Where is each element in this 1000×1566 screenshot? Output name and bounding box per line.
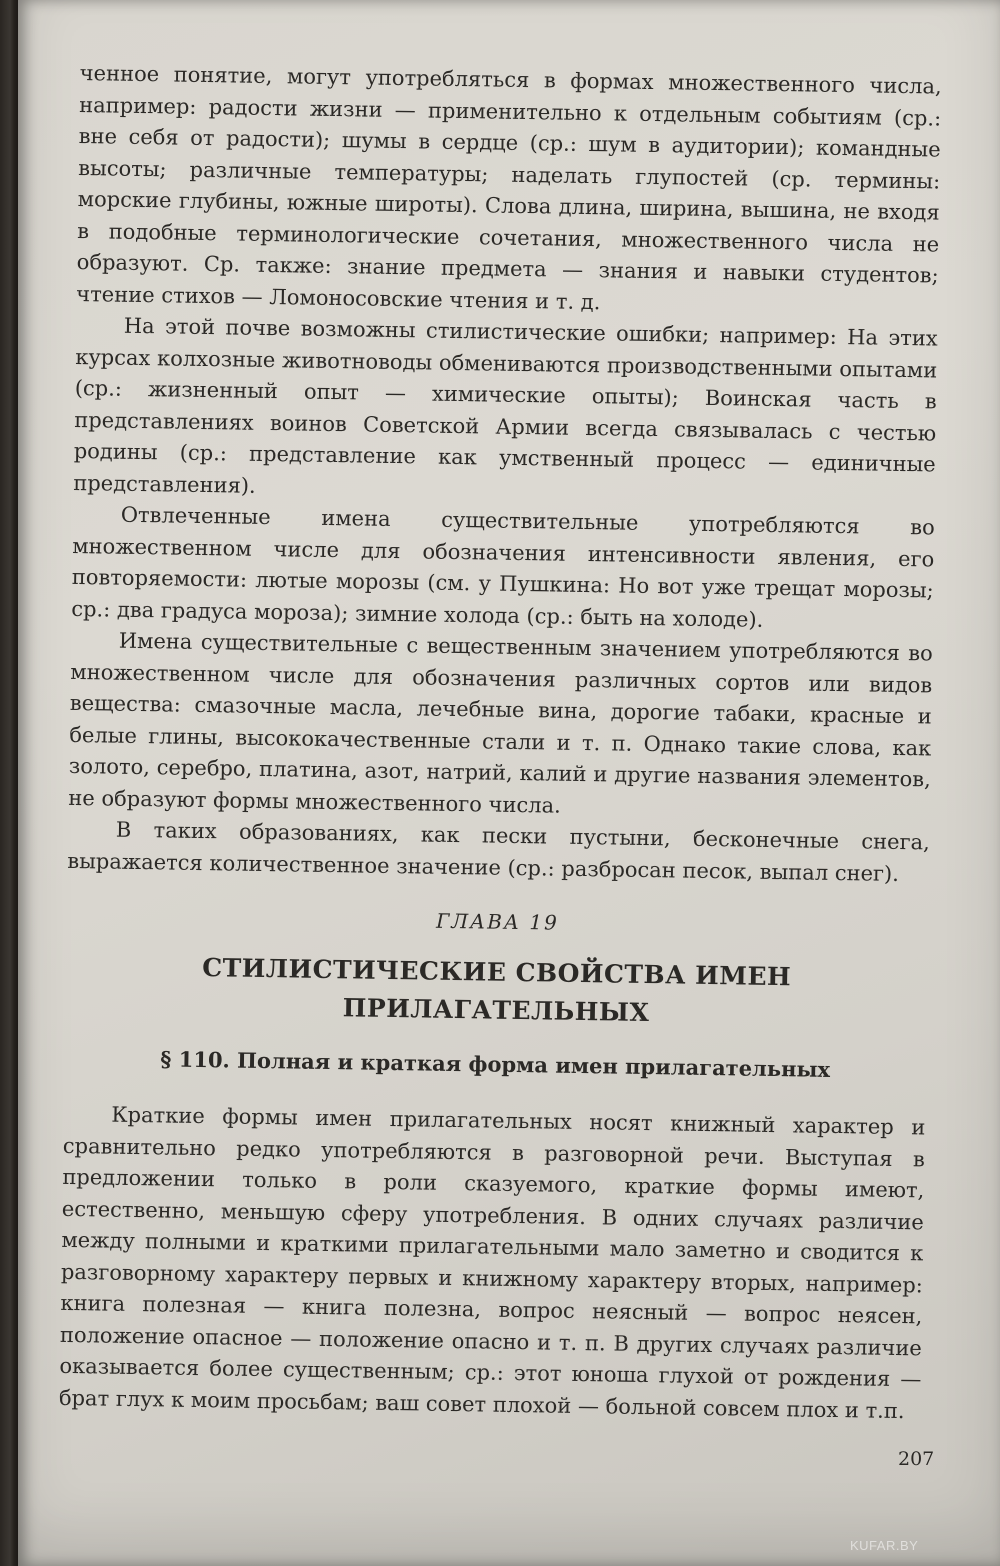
watermark: KUFAR.BY — [850, 1538, 919, 1553]
page-text — [59, 58, 942, 1427]
paragraph-continued: ченное понятие, могут употребляться в формах множественного числа, например: радости жизни — применительно к отдельным событиям (ср.: вне себя от радости); шумы в сердце (ср.: шум в аудитории); командные высоты; различные температуры; наделать глупостей (ср. термины: морские глубины, южные широты). Слова длина, ширина, вышина, не входя в подобные терминологические сочетания, множественного числа не образуют. Ср. также: знание предмета — знания и навыки студентов; чтение стихов — Ломоносовские чтения и т. д. — [76, 60, 942, 314]
paragraph-errors: На этой почве возможны стилистические ошибки; например: На этих курсах колхозные животноводы обмениваются производственными опытами (ср.: жизненный опыт — химические опыты); Воинская часть в представлениях воинов Советской Армии всегда связывалась с честью родины (ср.: представление как умственный процесс — единичные представления). — [73, 313, 938, 498]
page-number: 207 — [898, 1448, 935, 1470]
paragraph-quantity: В таких образованиях, как пески пустыни, бесконечные снега, выражается количественное значение (ср.: разбросан песок, выпал снег). — [67, 817, 930, 886]
book-page — [18, 0, 1000, 1566]
section-title: § 110. Полная и краткая форма имен прилагательных — [160, 1046, 831, 1082]
section-paragraph: Краткие формы имен прилагательных носят книжный характер и сравнительно редко употребляются в разговорной речи. Выступая в предложении только в роли сказуемого, краткие формы имеют, естественно, меньшую сферу употребления. В одних случаях различие между полными и краткими прилагательными мало заметно и сводится к разговорному характеру первых и книжному характеру вторых, например: книга полезная — книга полезна, вопрос неясный — вопрос неясен, положение опасное — положение опасно и т. п. В других случаях различие оказывается более существенным; ср.: этот юноша глухой от рождения — брат глух к моим просьбам; ваш совет плохой — больной совсем плох и т.п. — [58, 1102, 926, 1423]
paragraph-material-nouns: Имена существительные с вещественным значением употребляются во множественном числе для обозначения различных сортов или видов вещества: смазочные масла, лечебные вина, дорогие табаки, красные и белые глины, высококачественные стали и т. п. Однако такие слова, как золото, серебро, платина, азот, натрий, калий и другие названия элементов, не образуют формы множественного числа. — [68, 628, 933, 818]
paragraph-abstract-nouns: Отвлеченные имена существительные употребляются во множественном числе для обозначения интенсивности явления, его повторяемости: лютые морозы (см. у Пушкина: Но вот уже трещат морозы; ср.: два градуса мороза); зимние холода (ср.: быть на холоде). — [71, 502, 935, 632]
chapter-label: ГЛАВА 19 — [435, 908, 560, 935]
chapter-title: СТИЛИСТИЧЕСКИЕ СВОЙСТВА ИМЕН ПРИЛАГАТЕЛЬНЫХ — [202, 953, 792, 1028]
